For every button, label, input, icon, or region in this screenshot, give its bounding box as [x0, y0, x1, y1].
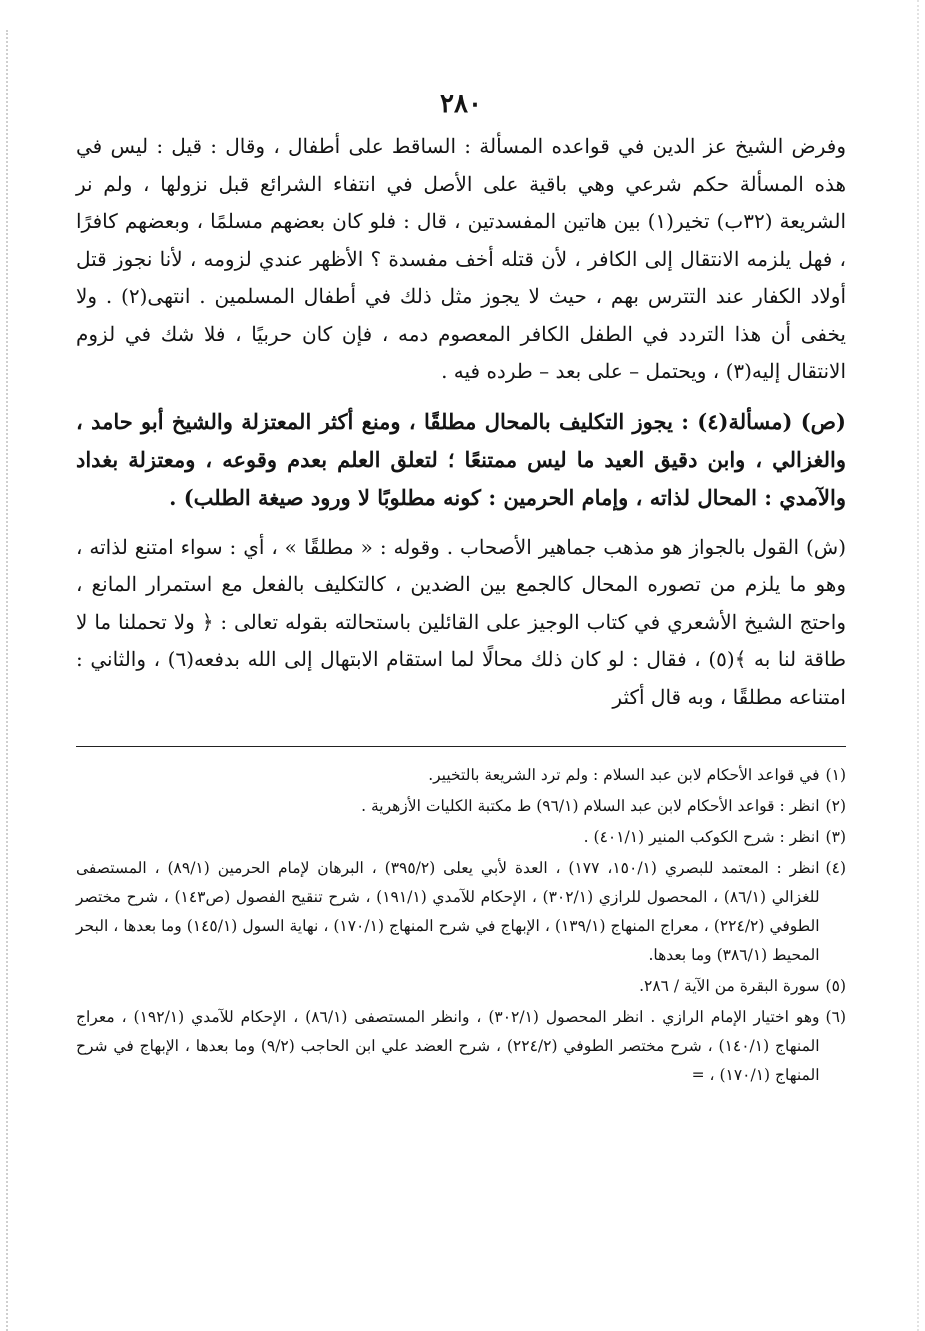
- footnote-item: [76, 854, 846, 970]
- footnote-text: انظر : المعتمد للبصري (١٥٠/١، ١٧٧) ، العدة لأبي يعلى (٣٩٥/٢) ، البرهان لإمام الحرمين (٨٩/١) ، المستصفى للغزالي (٨٦/١) ، المحصول للرازي (٣٠٢/١) ، الإحكام للآمدي (١٩١/١) ، شرح تنقيح الفصول (ص١٤٣) ، شرح مختصر الطوفي (٢٢٤/٢) ، معراج المنهاج (١٣٩/١) ، الإبهاج في شرح المنهاج (١٧٠/١) ، نهاية السول (١٤٥/١) وما بعدها ، البحر المحيط (٣٨٦/١) وما بعدها.: [76, 859, 820, 964]
- page-number: ٢٨٠: [440, 89, 482, 119]
- main-text: [76, 128, 846, 716]
- footnote-number: (١): [825, 766, 846, 784]
- paragraph-commentary-2: (ش) القول بالجواز هو مذهب جماهير الأصحاب . وقوله : « مطلقًا » ، أي : سواء امتنع لذاته ، وهو ما يلزم من تصوره المحال كالجمع بين الضدين ، كالتكليف بالفعل مع استمرار المانع ، واحتج الشيخ الأشعري في كتاب الوجيز على القائلين باستحالته بقوله تعالى : ﴿ ولا تحملنا ما لا طاقة لنا به ﴾(٥) ، فقال : لو كان ذلك محالًا لما استقام الابتهال إلى الله بدفعه(٦) ، والثاني : امتناعه مطلقًا ، وبه قال أكثر: [76, 534, 846, 709]
- footnote-text: انظر : شرح الكوكب المنير (٤٠١/١) .: [583, 828, 820, 846]
- footnotes: [76, 761, 846, 1090]
- footnote-item: [76, 792, 846, 821]
- footnote-text: انظر : قواعد الأحكام لابن عبد السلام (٩٦/١) ط مكتبة الكليات الأزهرية .: [361, 797, 820, 815]
- footnote-item: [76, 823, 846, 852]
- footnote-number: (٢): [825, 797, 846, 815]
- footnote-text: وهو اختيار الإمام الرازي . انظر المحصول (٣٠٢/١) ، وانظر المستصفى (٨٦/١) ، الإحكام للآمدي (١٩٢/١) ، معراج المنهاج (١٤٠/١) ، شرح مختصر الطوفي (٢٢٤/٢) ، شرح العضد علي ابن الحاجب (٩/٢) وما بعدها ، الإبهاج في شرح المنهاج (١٧٠/١) ، =: [76, 1008, 820, 1084]
- footnote-number: (٣): [825, 828, 846, 846]
- footnote-item: [76, 1003, 846, 1090]
- paragraph-matn-issue: (ص) (مسألة(٤) : يجوز التكليف بالمحال مطلقًا ، ومنع أكثر المعتزلة والشيخ أبو حامد ، والغزالي ، وابن دقيق العيد ما ليس ممتنعًا ؛ لتعلق العلم بعدم وقوعه ، ومعتزلة بغداد والآمدي : المحال لذاته ، وإمام الحرمين : كونه مطلوبًا لا ورود صيغة الطلب) .: [76, 408, 846, 510]
- footnote-number: (٤): [825, 859, 846, 877]
- document-page: [76, 86, 846, 1092]
- footnote-number: (٦): [825, 1008, 846, 1026]
- footnote-item: [76, 761, 846, 790]
- paragraph-commentary-1: وفرض الشيخ عز الدين في قواعده المسألة : الساقط على أطفال ، وقال : قيل : ليس في هذه المسألة حكم شرعي وهي باقية على الأصل في انتفاء الشرائع قبل نزولها ، ولم نر الشريعة (٣٢ب) تخير(١) بين هاتين المفسدتين ، قال : فلو كان بعضهم مسلمًا ، وبعضهم كافرًا ، فهل يلزمه الانتقال إلى الكافر ، لأن قتله أخف مفسدة ؟ الأظهر عندي لزومه ، لأنا نجوز قتل أولاد الكفار عند التترس بهم ، حيث لا يجوز مثل ذلك في أطفال المسلمين . انتهى(٢) . ولا يخفى أن هذا التردد في الطفل الكافر المعصوم دمه ، فإن كان حربيًا ، فلا شك في لزوم الانتقال إليه(٣) ، ويحتمل – على بعد – طرده فيه .: [76, 134, 847, 383]
- footnote-number: (٥): [825, 977, 846, 995]
- footnote-divider: [76, 746, 846, 747]
- page-edge-mark: [917, 0, 919, 1331]
- page-gutter-mark: [6, 30, 8, 1331]
- footnote-text: في قواعد الأحكام لابن عبد السلام : ولم ترد الشريعة بالتخيير.: [428, 766, 820, 784]
- footnote-text: سورة البقرة من الآية / ٢٨٦.: [639, 977, 820, 995]
- footnote-item: [76, 972, 846, 1001]
